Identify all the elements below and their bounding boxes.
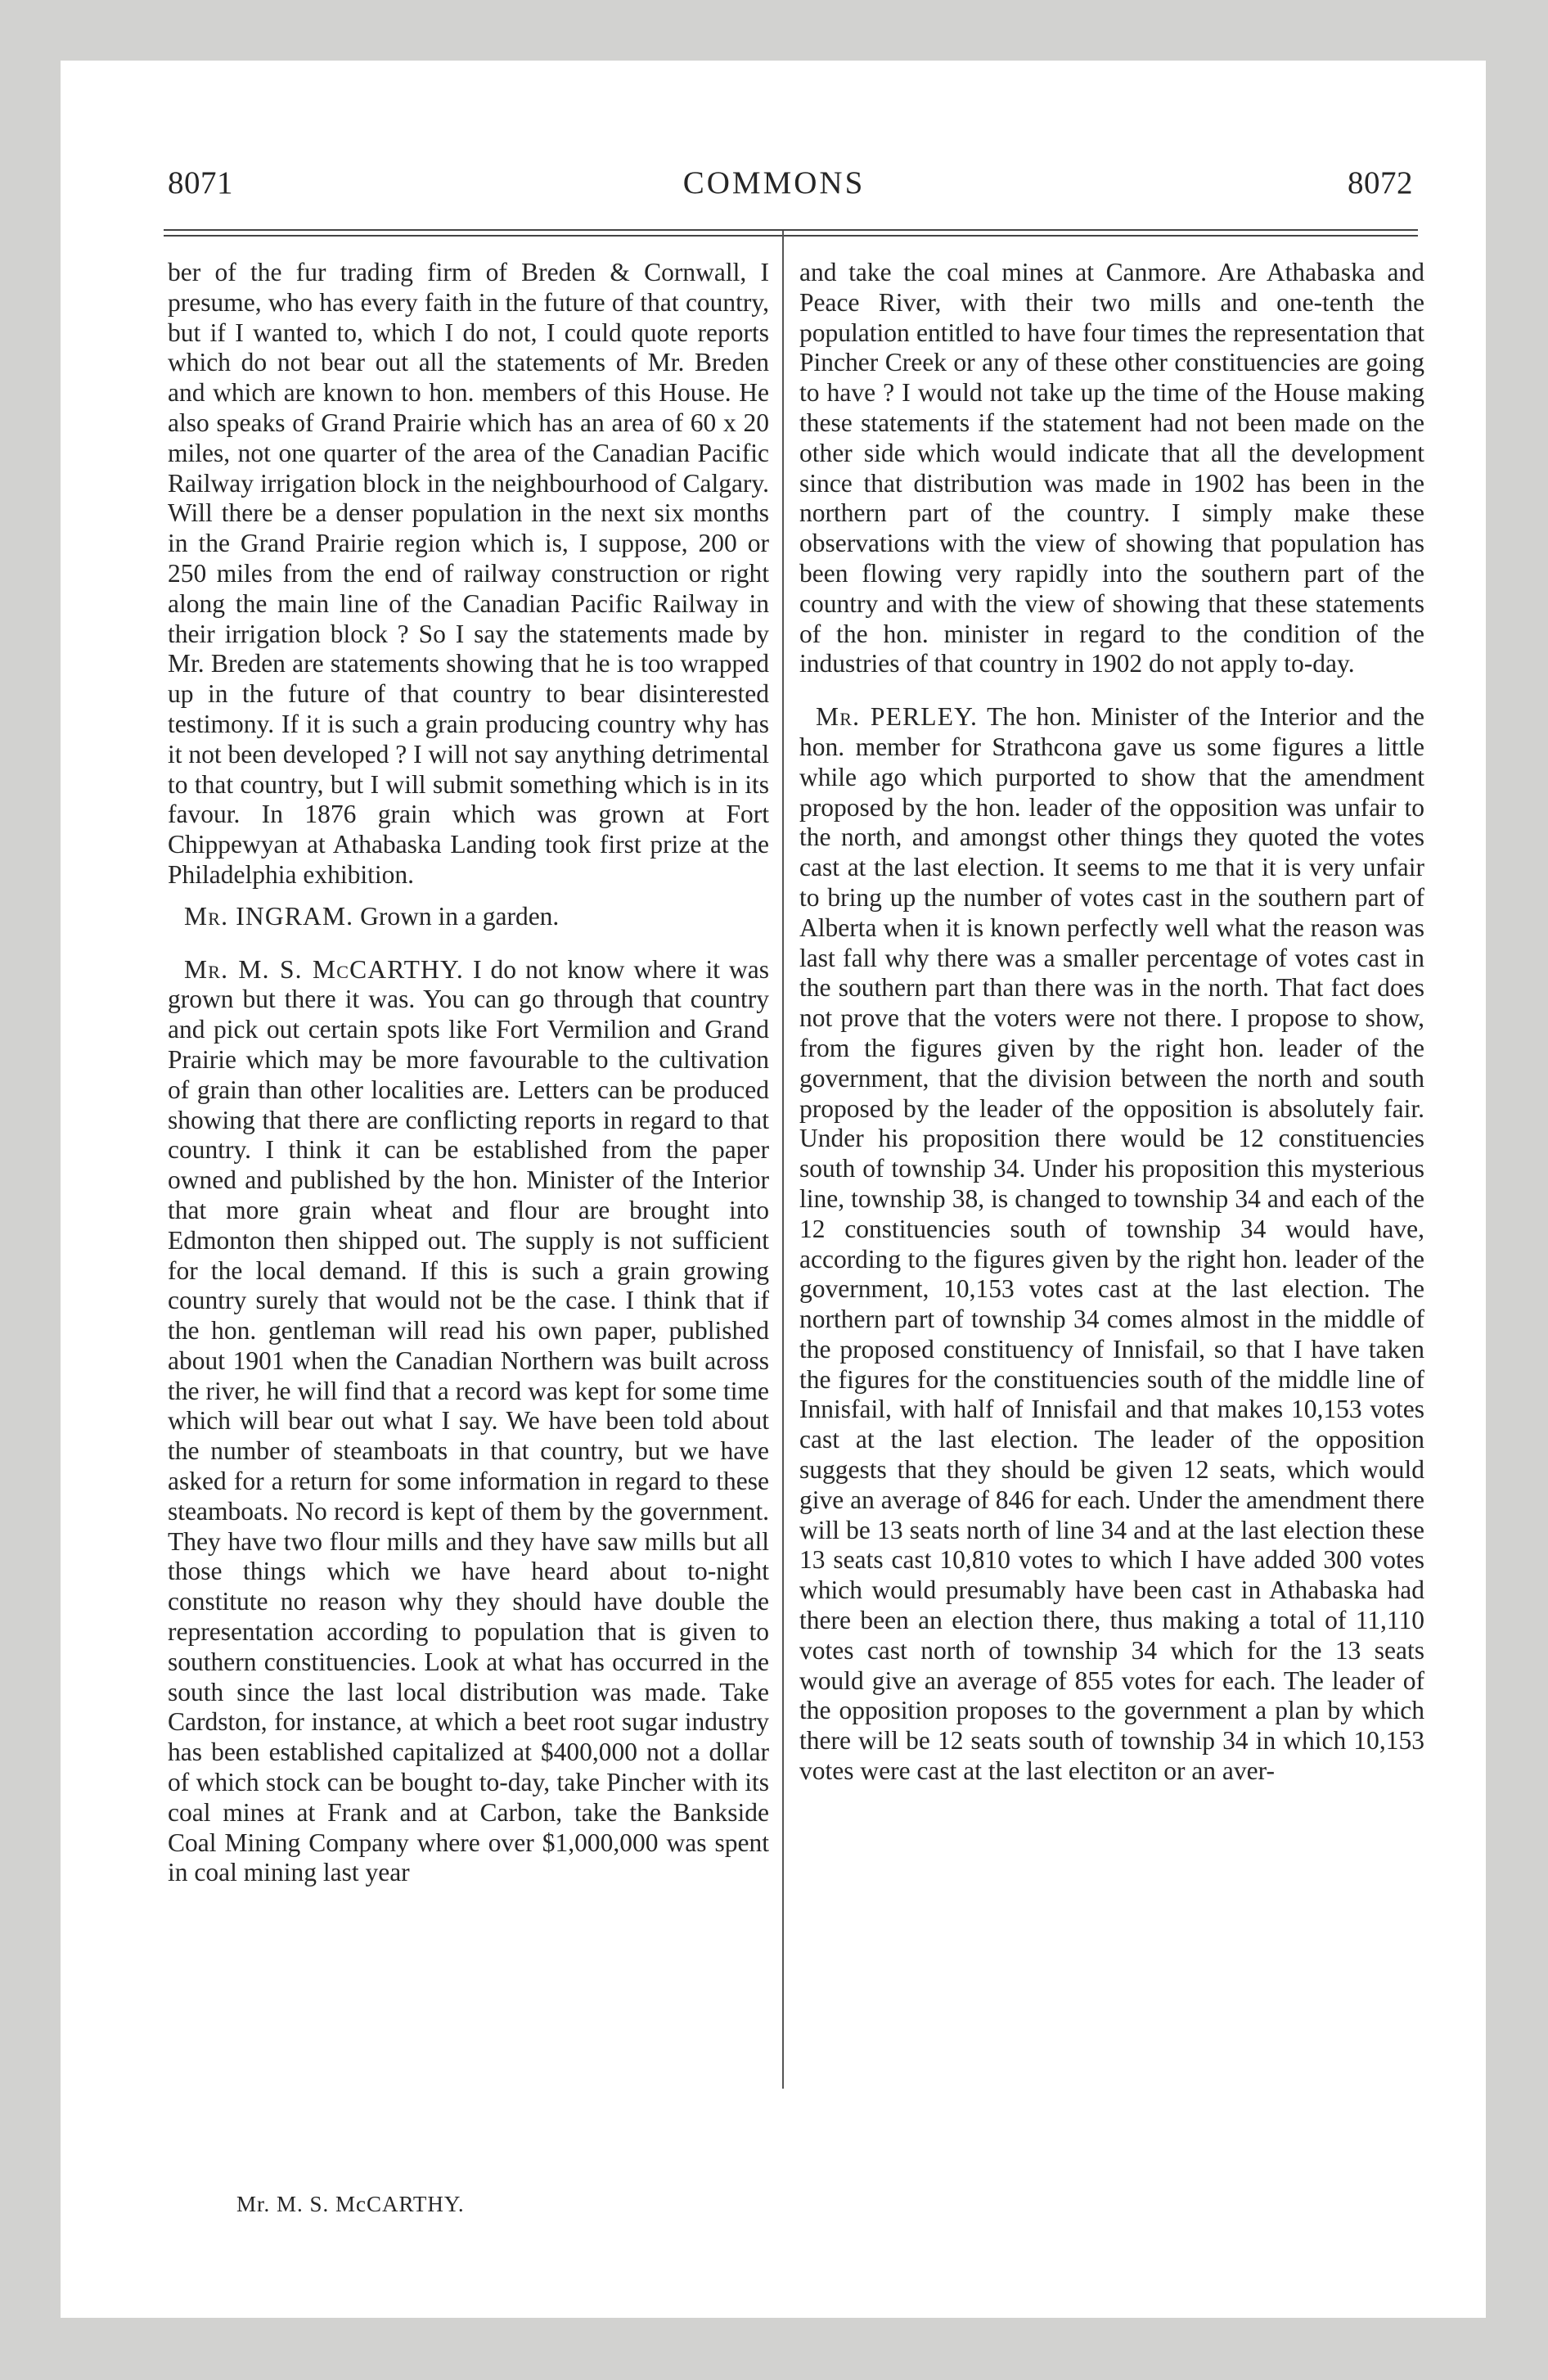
footer-running-name: Mr. M. S. McCARTHY.	[236, 2192, 465, 2216]
mccarthy-speech	[168, 955, 769, 1889]
speaker-mccarthy: Mr. M. S. McCARTHY.	[184, 954, 464, 984]
speaker-perley: Mr. PERLEY.	[816, 702, 979, 732]
page-number-right: 8072	[1348, 165, 1413, 201]
header-rule-top	[164, 229, 1418, 231]
perley-speech	[799, 702, 1424, 1787]
ingram-text: Grown in a garden.	[360, 901, 560, 931]
column-divider	[782, 231, 784, 2089]
right-paragraph-1: and take the coal mines at Canmore. Are Athabaska and Peace River, with their two mills and one-tenth the population entitled to have four times the representation that Pincher Creek or any of these other constituencies are going to have ? I would not take up the time of the House making these statements if the statement had not been made on the other side which would indicate that all the development since that distribution was made in 1902 has been in the northern part of the country. I simply make these observations with the view of showing that population has been flowing very rapidly into the southern part of the country and with the view of showing that these statements of the hon. minister in regard to the condition of the industries of that country in 1902 do not apply to-day.	[799, 258, 1424, 678]
ingram-speech	[168, 902, 769, 932]
perley-text: The hon. Minister of the Interior and the hon. member for Strathcona gave us some figures a little while ago which purported to show that the amendment proposed by the hon. leader of the opposition was unfair to the north, and amongst other things they quoted the votes cast at the last election. It seems to me that it is very unfair to bring up the number of votes cast in the southern part of Alberta when it is known perfectly well what the reason was last fall why there was a smaller percentage of votes cast in the southern part than there was in the north. That fact does not prove that the voters were not there. I propose to show, from the figures given by the right hon. leader of the government, that the division between the north and south proposed by the leader of the opposition is absolutely fair. Under his proposition there would be 12 constituencies south of township 34. Under his proposition this mysterious line, township 38, is changed to township 34 and each of the 12 constituencies south of township 34 would have, according to the figures given by the right hon. leader of the government, 10,153 votes cast at the last election. The northern part of township 34 comes almost in the middle of the proposed constituency of Innisfail, so that I have taken the figures for the constituencies south of the middle line of Innisfail, with half of Innisfail and that makes 10,153 votes cast at the last election. The leader of the opposition suggests that they should be given 12 seats, which would give an average of 846 for each. Under the amendment there will be 13 seats north of line 34 and at the last election these 13 seats cast 10,810 votes to which I have added 300 votes which would presumably have been cast in Athabaska had there been an election there, thus making a total of 11,110 votes cast north of township 34 which for the 13 seats would give an average of 855 votes for each. The leader of the opposition proposes to the government a plan by which there will be 12 seats south of township 34 in which 10,153 votes were cast at the last electiton or an aver-	[799, 702, 1425, 1786]
header-rule-bottom	[164, 235, 1418, 237]
running-title: COMMONS	[682, 165, 866, 201]
page-number-left: 8071	[168, 165, 233, 201]
left-column	[168, 258, 769, 1888]
right-column	[799, 258, 1424, 1787]
speaker-ingram: Mr. INGRAM.	[184, 901, 354, 931]
left-paragraph-1: ber of the fur trading firm of Breden & Cornwall, I presume, who has every faith in the future of that country, but if I wanted to, which I do not, I could quote reports which do not bear out all the statements of Mr. Breden and which are known to hon. members of this House. He also speaks of Grand Prairie which has an area of 60 x 20 miles, not one quarter of the area of the Canadian Pacific Railway irrigation block in the neighbourhood of Calgary. Will there be a denser population in the next six months in the Grand Prairie region which is, I suppose, 200 or 250 miles from the end of railway construction or right along the main line of the Canadian Pacific Railway in their irrigation block ? So I say the statements made by Mr. Breden are statements showing that he is too wrapped up in the future of that country to bear disinterested testimony. If it is such a grain producing country why has it not been developed ? I will not say anything detrimental to that country, but I will submit something which is in its favour. In 1876 grain which was grown at Fort Chippewyan at Athabaska Landing took first prize at the Philadelphia exhibition.	[168, 258, 769, 889]
mccarthy-text: I do not know where it was grown but there it was. You can go through that country and pick out certain spots like Fort Vermilion and Grand Prairie which may be more favourable to the cultivation of grain than other localities are. Letters can be produced showing that there are conflicting reports in regard to that country. I think it can be established from the paper owned and published by the hon. Minister of the Interior that more grain wheat and flour are brought into Edmonton then shipped out. The supply is not sufficient for the local demand. If this is such a grain growing country surely that would not be the case. I think that if the hon. gentleman will read his own paper, published about 1901 when the Canadian Northern was built across the river, he will find that a record was kept for some time which will bear out what I say. We have been told about the number of steamboats in that country, but we have asked for a return for some information in regard to these steamboats. No record is kept of them by the government. They have two flour mills and they have saw mills but all those things which we have heard about to-night constitute no reason why they should have double the representation according to population that is given to southern constituencies. Look at what has occurred in the south since the last local distribution was made. Take Cardston, for instance, at which a beet root sugar industry has been established capitalized at $400,000 not a dollar of which stock can be bought to-day, take Pincher with its coal mines at Frank and at Carbon, take the Bankside Coal Mining Company where over $1,000,000 was spent in coal mining last year	[168, 954, 770, 1887]
